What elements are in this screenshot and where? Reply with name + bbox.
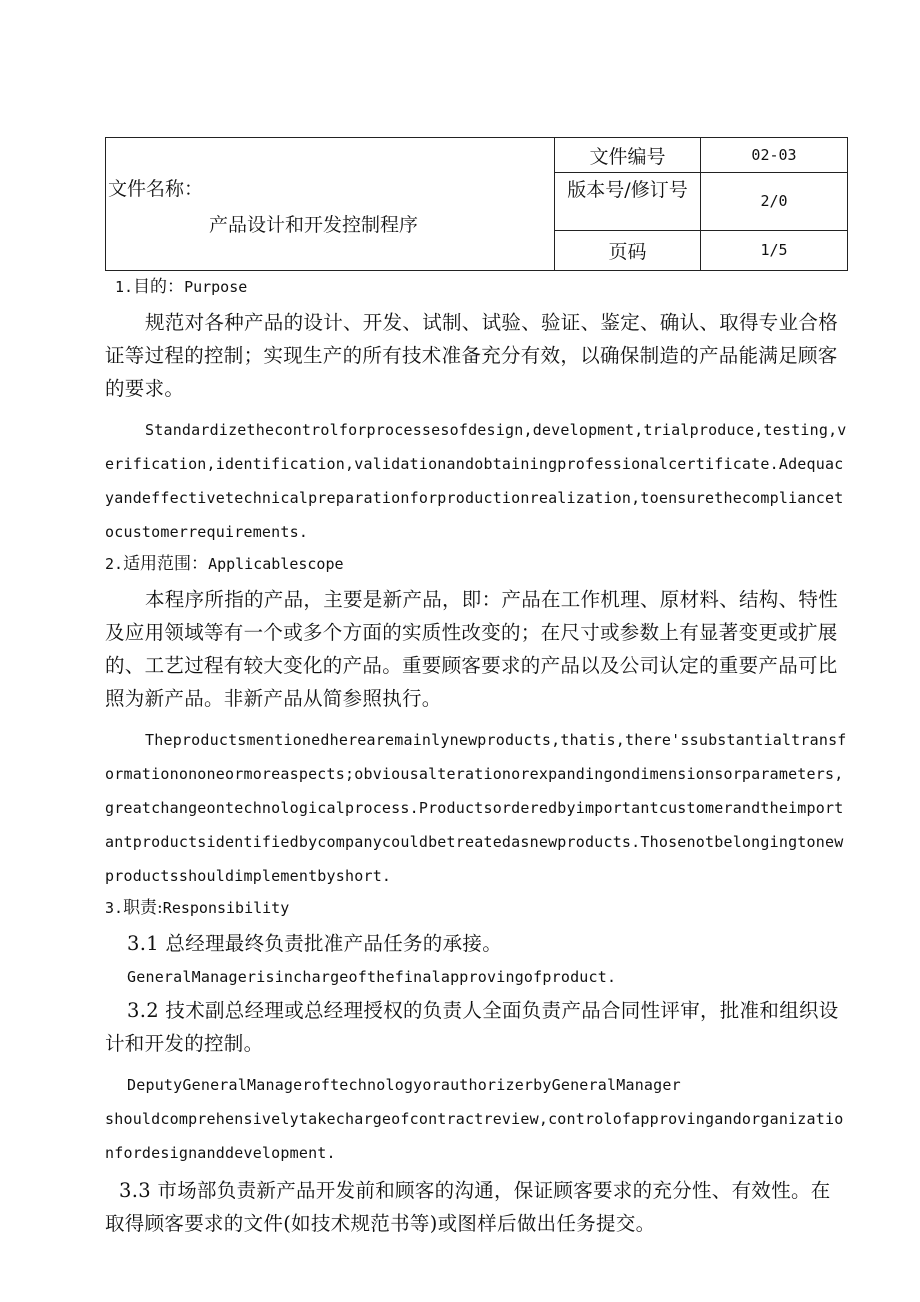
document-header-table: [105, 137, 848, 271]
document-body: [105, 272, 850, 1240]
item-3-2-text-en: shouldcomprehensivelytakechargeofcontractreview,controlofapprovingandorganizationfordesignanddevelopment.: [105, 1110, 844, 1162]
document-name-cell: [106, 138, 555, 271]
item-3-1-text-en: GeneralManagerisinchargeofthefinalapprovingofproduct.: [127, 968, 617, 986]
section-1-heading: 1.目的：Purpose: [115, 277, 248, 297]
item-3-1-text-cn: 3.1 总经理最终负责批准产品任务的承接。: [127, 932, 503, 955]
doc-number-value: 02-03: [701, 138, 848, 173]
doc-number-label: 文件编号: [555, 138, 701, 173]
item-3-3-text-cn: 3.3 市场部负责新产品开发前和顾客的沟通，保证顾客要求的充分性、有效性。在取得顾客要求的文件(如技术规范书等)或图样后做出任务提交。: [105, 1179, 831, 1235]
version-value: 2/0: [701, 173, 848, 230]
section-3-heading: 3.职责:Responsibility: [105, 898, 290, 918]
page-label: 页码: [555, 230, 701, 270]
item-3-2-text-cn: 3.2 技术副总经理或总经理授权的负责人全面负责产品合同性评审，批准和组织设计和开发的控制。: [105, 999, 839, 1055]
section-1-text-en: Standardizethecontrolforprocessesofdesign,development,trialproduce,testing,verification,identification,validationandobtainingprofessionalcertificate.Adequacyandeffectivetechnicalpreparationforproductionrealization,toensurethecompliancetocustomerrequirements.: [105, 421, 847, 541]
document-name-label: 文件名称：: [108, 178, 204, 200]
section-2-text-cn: 本程序所指的产品，主要是新产品，即：产品在工作机理、原材料、结构、特性及应用领域等有一个或多个方面的实质性改变的；在尺寸或参数上有显著变更或扩展的、工艺过程有较大变化的产品。重要顾客要求的产品以及公司认定的重要产品可比照为新产品。非新产品从简参照执行。: [105, 588, 839, 710]
version-label: 版本号/修订号: [555, 173, 701, 230]
section-2-heading: 2.适用范围：Applicablescope: [105, 554, 344, 574]
document-name-value: 产品设计和开发控制程序: [209, 214, 419, 236]
section-1-text-cn: 规范对各种产品的设计、开发、试制、试验、验证、鉴定、确认、取得专业合格证等过程的控制；实现生产的所有技术准备充分有效，以确保制造的产品能满足顾客的要求。: [105, 311, 839, 400]
page-value: 1/5: [701, 230, 848, 270]
item-3-2-text-en-line1: DeputyGeneralManageroftechnologyorauthorizerbyGeneralManager: [127, 1076, 681, 1094]
section-2-text-en: Theproductsmentionedherearemainlynewproducts,thatis,there'ssubstantialtransformationononeormoreaspects;obviousalterationorexpandingondimensionsorparameters,greatchangeontechnologicalprocess.Productsorderedbyimportantcustomerandtheimportantproductsidentifiedbycompanycouldbetreatedasnewproducts.Thosenotbelongingtonewproductsshouldimplementbyshort.: [105, 731, 847, 885]
